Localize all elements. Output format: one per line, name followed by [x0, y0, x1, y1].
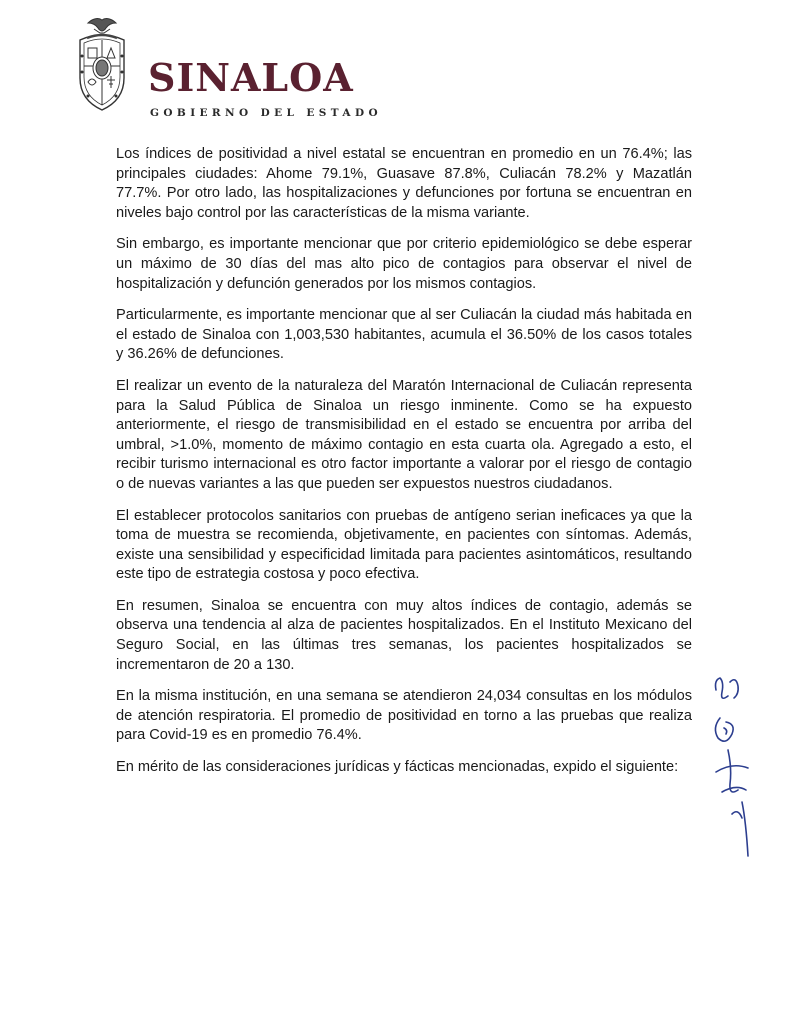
paragraph-antigen-protocols: El establecer protocolos sanitarios con pruebas de antígeno serian ineficaces ya que la toma de muestra se recomienda, objetivamente, en pacientes con síntomas. Además, existe una sensibilidad y especificidad limitada para pacientes asintomáticos, resultando este tipo de estrategia costosa y poco efectiva. [116, 507, 692, 583]
paragraph-epidemiological-criteria: Sin embargo, es importante mencionar que por criterio epidemiológico se debe esperar un máximo de 30 días del mas alto pico de contagios para observar el nivel de hospitalización y defunción generados por los mismos contagios. [116, 236, 692, 292]
paragraph-marathon-risk: El realizar un evento de la naturaleza del Maratón Internacional de Culiacán representa para la Salud Pública de Sinaloa un riesgo inminente. Como se ha expuesto anteriormente, el riesgo de transmisibilidad en el estado se encuentra por arriba del umbral, >1.0%, momento de máximo contagio en esta cuarta ola. Agregado a esto, el recibir turismo internacional es otro factor importante a valorar por el riesgo de contagio o de nuevas variantes a las que pueden ser expuestos nuestros ciudadanos. [116, 377, 692, 492]
letterhead [74, 16, 414, 119]
state-coat-of-arms-icon [74, 16, 130, 114]
paragraph-culiacan-cases: Particularmente, es importante mencionar que al ser Culiacán la ciudad más habitada en el estado de Sinaloa con 1,003,530 habitantes, acumula el 36.50% de los casos totales y 36.26% de defunciones. [116, 307, 692, 363]
paragraph-summary-hospitalizations: En resumen, Sinaloa se encuentra con muy altos índices de contagio, además se observa una tendencia al alza de pacientes hospitalizados. En el Instituto Mexicano del Seguro Social, en las últimas tres semanas, los pacientes hospitalizados se incrementaron de 20 a 130. [116, 597, 692, 673]
brand-name: SINALOA [148, 55, 354, 100]
paragraph-positivity-rates: Los índices de positividad a nivel estatal se encuentran en promedio en un 76.4%; las principales ciudades: Ahome 79.1%, Guasave 87.8%, Culiacán 78.2% y Mazatlán 77.7%. Por otro lado, las hospitalizaciones y defunciones por fortuna se encuentran en niveles bajo control por las características de la misma variante. [116, 146, 692, 221]
document-body [116, 145, 692, 790]
brand-subtitle: GOBIERNO DEL ESTADO [150, 107, 382, 119]
handwritten-signature-icon [702, 672, 762, 862]
paragraph-closing: En mérito de las consideraciones jurídicas y fácticas mencionadas, expido el siguiente: [116, 759, 679, 776]
paragraph-consultations: En la misma institución, en una semana se atendieron 24,034 consultas en los módulos de atención respiratoria. El promedio de positividad en torno a las pruebas que realiza para Covid-19 es en promedio 76.4%. [116, 688, 692, 744]
